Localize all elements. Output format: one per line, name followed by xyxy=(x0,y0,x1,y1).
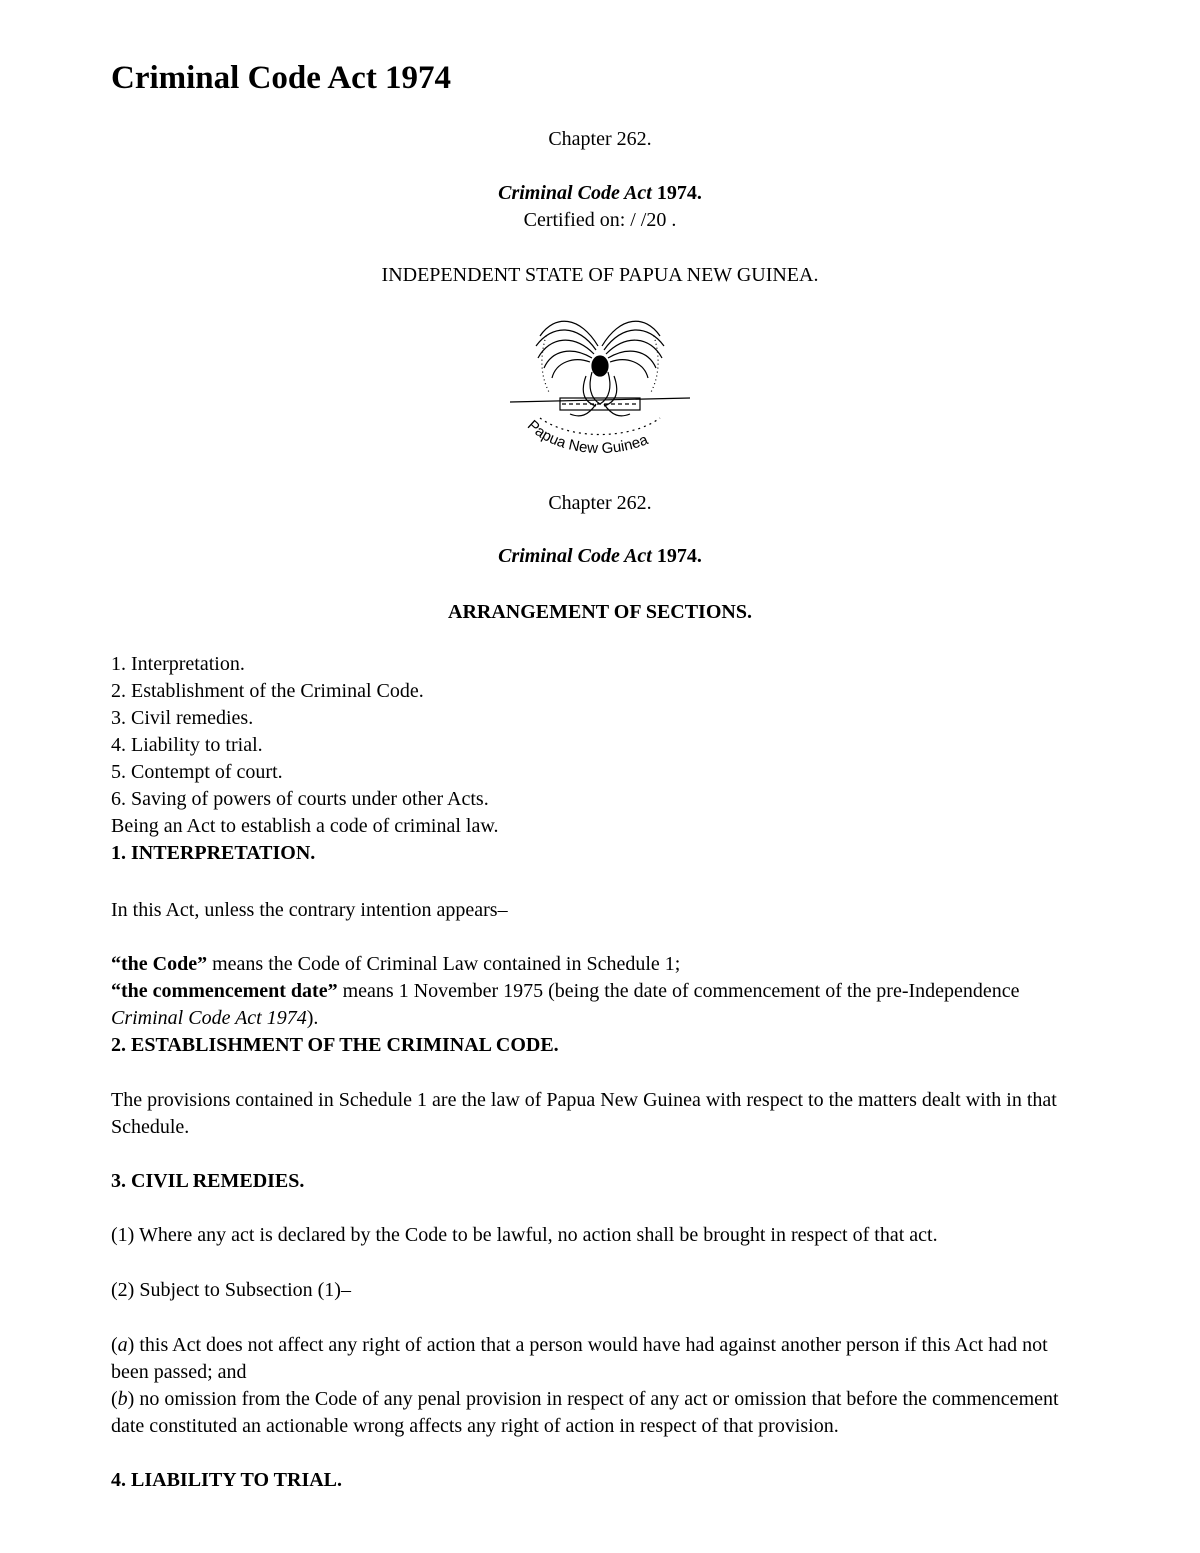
arrangement-heading: ARRANGEMENT OF SECTIONS. xyxy=(448,601,752,623)
arrangement-act-year: 1974. xyxy=(651,545,702,567)
emblem-text: Papua New Guinea xyxy=(523,416,651,458)
cover-act-name-italic: Criminal Code Act xyxy=(498,182,652,204)
cover-chapter: Chapter 262. xyxy=(548,128,652,150)
section-1-intro: In this Act, unless the contrary intention appears– xyxy=(111,899,508,921)
arrangement-item: 1. Interpretation. xyxy=(111,653,245,675)
arrangement-item: 3. Civil remedies. xyxy=(111,707,254,729)
section-2-text: The provisions contained in Schedule 1 are the law of Papua New Guinea with respect to the matters dealt with in that Schedule. xyxy=(111,1089,1057,1138)
definition-commencement-end: ). xyxy=(306,1007,319,1029)
definition-commencement-italic: Criminal Code Act 1974 xyxy=(111,1007,307,1029)
definition-commencement xyxy=(111,978,1091,1032)
arrangement-act-name xyxy=(0,543,1200,570)
section-3-item-a: (a) this Act does not affect any right of action that a person would have had against another person if this Act had not been passed; and xyxy=(111,1334,1048,1383)
section-2-heading: 2. ESTABLISHMENT OF THE CRIMINAL CODE. xyxy=(111,1034,559,1056)
arrangement-item: 6. Saving of powers of courts under other Acts. xyxy=(111,788,489,810)
long-title: Being an Act to establish a code of criminal law. xyxy=(111,815,499,837)
section-3-heading: 3. CIVIL REMEDIES. xyxy=(111,1170,305,1192)
section-4-heading: 4. LIABILITY TO TRIAL. xyxy=(111,1469,343,1491)
definition-code-term: “the Code” xyxy=(111,953,208,975)
arrangement-chapter: Chapter 262. xyxy=(548,492,652,514)
definition-commencement-term: “the commencement date” xyxy=(111,980,338,1002)
item-b-text: no omission from the Code of any penal provision in respect of any act or omission that before the commencement date constituted an actionable wrong affects any right of action in respect of that provision. xyxy=(111,1388,1059,1437)
arrangement-list xyxy=(111,651,1091,867)
definition-code xyxy=(111,951,1091,978)
item-b-label: b xyxy=(117,1388,128,1410)
section-3-item-b: (b) no omission from the Code of any penal provision in respect of any act or omission that before the commencement date constituted an actionable wrong affects any right of action in respect of that provision. xyxy=(111,1388,1059,1437)
section-3-para-1: (1) Where any act is declared by the Code to be lawful, no action shall be brought in respect of that act. xyxy=(111,1224,938,1246)
cover-state: INDEPENDENT STATE OF PAPUA NEW GUINEA. xyxy=(381,264,819,286)
coat-of-arms-emblem xyxy=(500,306,700,466)
item-a-label: a xyxy=(117,1334,128,1356)
cover-certified: Certified on: / /20 . xyxy=(523,209,677,231)
section-3-para-2: (2) Subject to Subsection (1)– xyxy=(111,1279,351,1301)
cover-act-year: 1974. xyxy=(651,182,702,204)
arrangement-act-name-italic: Criminal Code Act xyxy=(498,545,652,567)
item-a-text: this Act does not affect any right of action that a person would have had against another person if this Act had not been passed; and xyxy=(111,1334,1048,1383)
section-1-heading: 1. INTERPRETATION. xyxy=(111,842,316,864)
definition-code-text: means the Code of Criminal Law contained in Schedule 1; xyxy=(207,953,681,975)
arrangement-item: 4. Liability to trial. xyxy=(111,734,263,756)
document-title: Criminal Code Act 1974 xyxy=(111,60,452,96)
arrangement-item: 2. Establishment of the Criminal Code. xyxy=(111,680,424,702)
cover-act-name xyxy=(0,180,1200,207)
definition-commencement-text: means 1 November 1975 (being the date of commencement of the pre-Independence xyxy=(337,980,1020,1002)
arrangement-item: 5. Contempt of court. xyxy=(111,761,283,783)
